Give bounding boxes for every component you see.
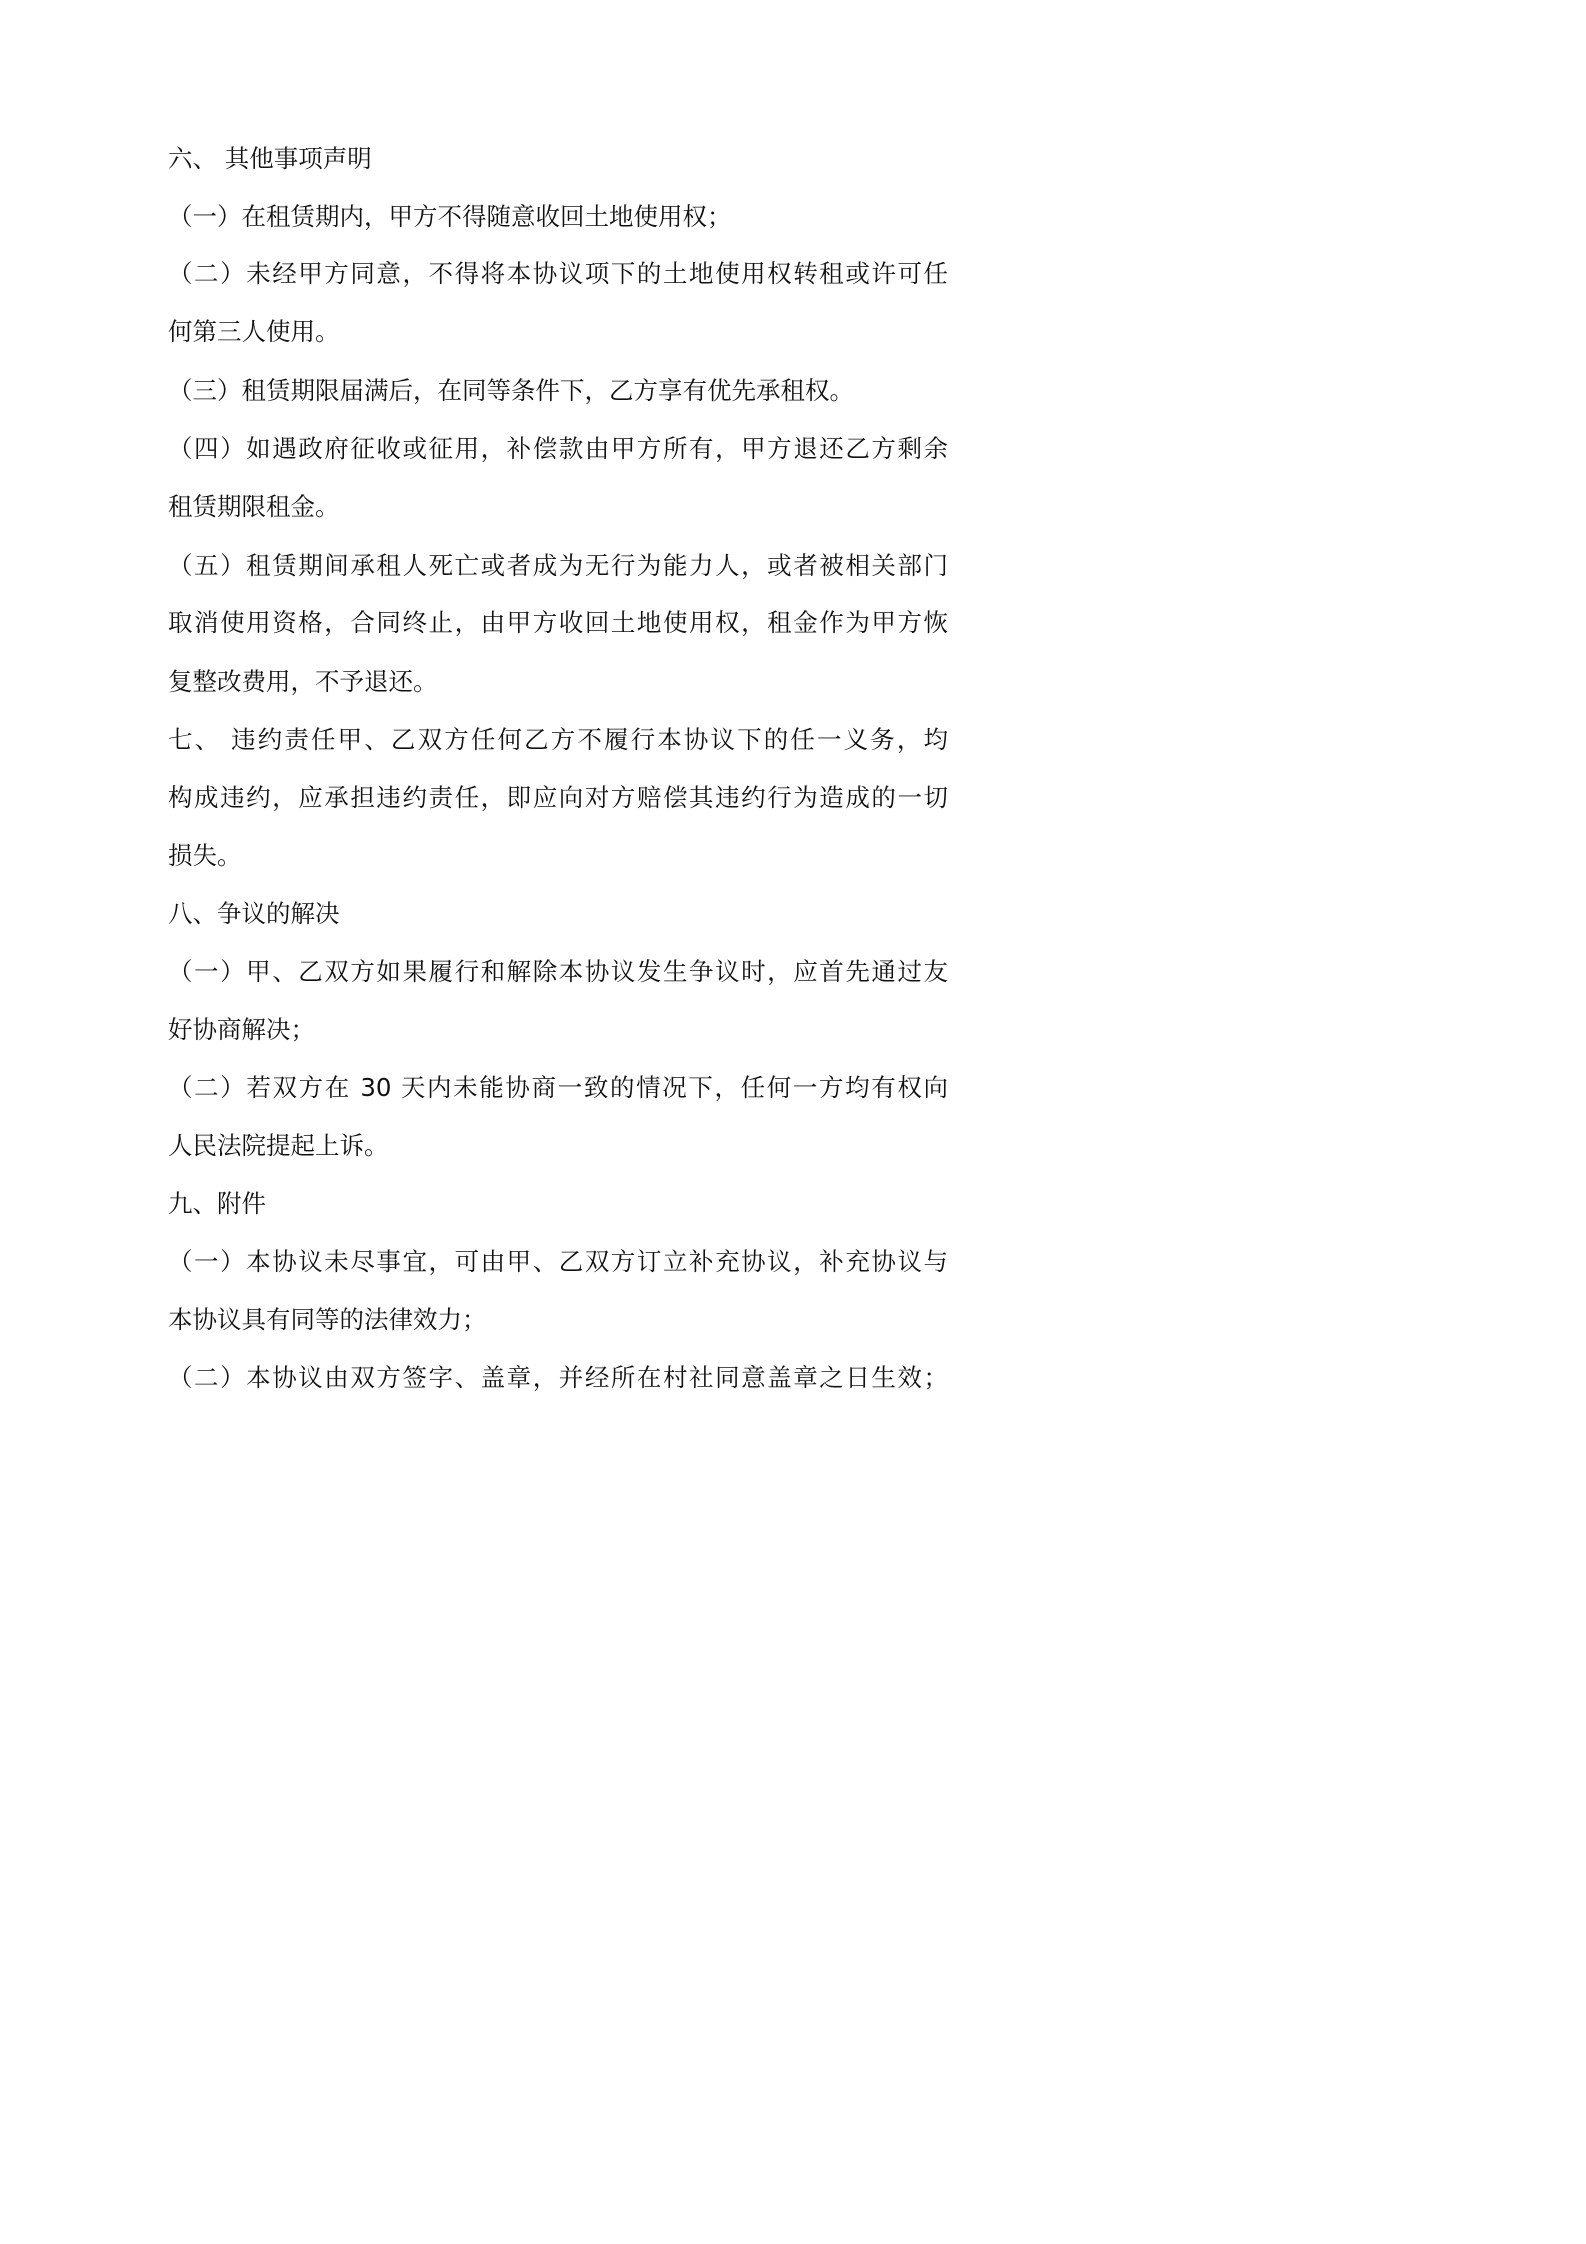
clause-8-1-line-1: （一）甲、乙双方如果履行和解除本协议发生争议时，应首先通过友 — [168, 957, 948, 986]
clause-8-1-line-2: 好协商解决； — [168, 1015, 315, 1044]
section-eight-heading: 八、争议的解决 — [168, 899, 340, 928]
section-seven-line-2: 构成违约，应承担违约责任，即应向对方赔偿其违约行为造成的一切 — [168, 783, 948, 812]
clause-6-5-line-2: 取消使用资格，合同终止，由甲方收回土地使用权，租金作为甲方恢 — [168, 608, 948, 637]
clause-9-1-line-2: 本协议具有同等的法律效力； — [168, 1305, 487, 1334]
section-six-heading: 六、 其他事项声明 — [168, 144, 372, 173]
section-nine-heading: 九、附件 — [168, 1189, 266, 1218]
clause-6-4-line-2: 租赁期限租金。 — [168, 492, 340, 521]
clause-6-2-line-2: 何第三人使用。 — [168, 317, 340, 346]
section-seven-line-3: 损失。 — [168, 841, 242, 870]
clause-8-2-line-1: （二）若双方在 30 天内未能协商一致的情况下，任何一方均有权向 — [168, 1073, 948, 1102]
clause-6-5-line-3: 复整改费用，不予退还。 — [168, 667, 438, 696]
clause-9-2: （二）本协议由双方签字、盖章，并经所在村社同意盖章之日生效； — [168, 1363, 948, 1392]
section-seven-line-1: 七、 违约责任甲、乙双方任何乙方不履行本协议下的任一义务，均 — [168, 725, 948, 754]
clause-6-3: （三）租赁期限届满后，在同等条件下，乙方享有优先承租权。 — [168, 376, 854, 405]
clause-6-1: （一）在租赁期内，甲方不得随意收回土地使用权； — [168, 202, 732, 231]
clause-6-4-line-1: （四）如遇政府征收或征用，补偿款由甲方所有，甲方退还乙方剩余 — [168, 434, 948, 463]
clause-6-2-line-1: （二）未经甲方同意，不得将本协议项下的土地使用权转租或许可任 — [168, 259, 948, 288]
document-page — [0, 0, 1107, 1566]
clause-6-5-line-1: （五）租赁期间承租人死亡或者成为无行为能力人，或者被相关部门 — [168, 551, 948, 580]
clause-8-2-line-2: 人民法院提起上诉。 — [168, 1131, 389, 1160]
clause-9-1-line-1: （一）本协议未尽事宜，可由甲、乙双方订立补充协议，补充协议与 — [168, 1247, 948, 1276]
